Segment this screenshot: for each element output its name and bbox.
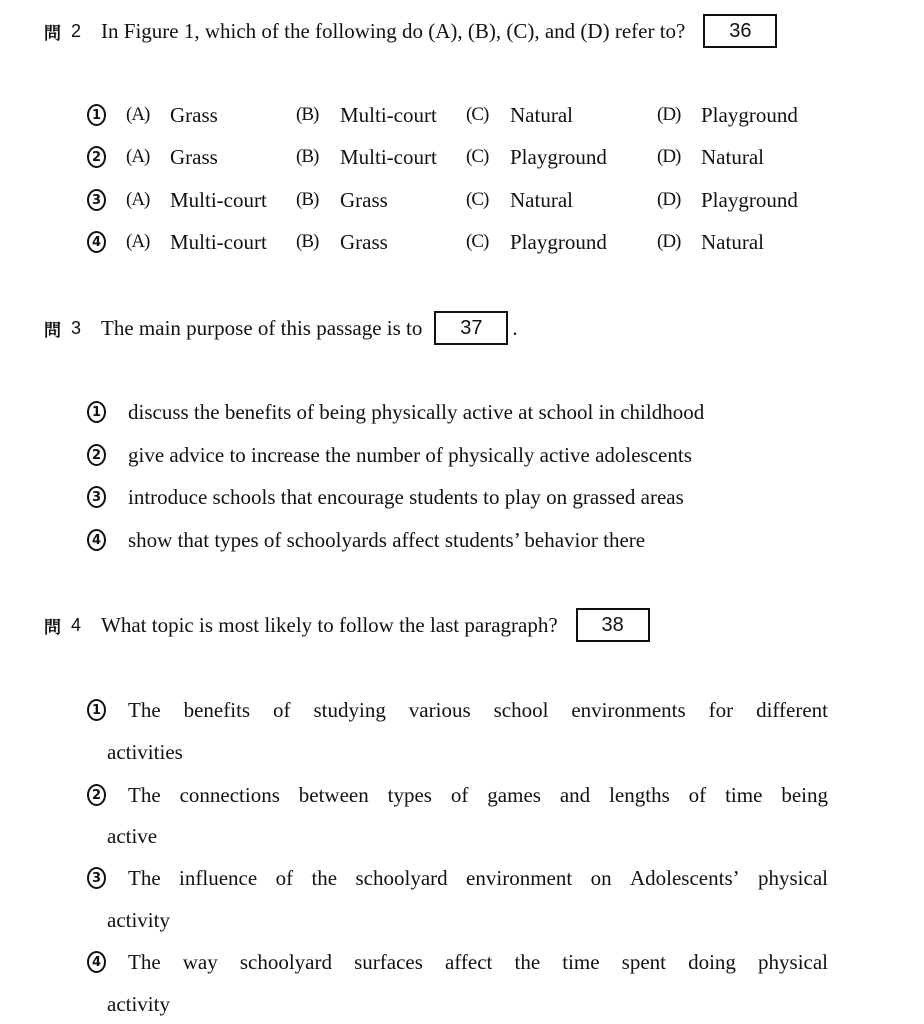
option-word: benefits <box>183 698 251 722</box>
slot-label-d: (D) <box>657 146 681 167</box>
option-word: affect <box>444 950 493 974</box>
option-numeral-2[interactable]: 2 <box>87 444 106 466</box>
option-word: being <box>781 783 828 807</box>
option-word: doing <box>688 950 736 974</box>
trailing-period: . <box>512 315 518 340</box>
option-value: Multi-court <box>340 103 437 127</box>
slot-label-c: (C) <box>466 104 489 125</box>
slot-label-b: (B) <box>296 189 319 210</box>
answer-box-38[interactable]: 38 <box>576 608 650 642</box>
option-word: time <box>725 783 763 807</box>
option-word: of <box>273 698 291 722</box>
question-text: The main purpose of this passage is to <box>101 315 423 340</box>
option-text-line2: active <box>107 824 158 848</box>
slot-label-d: (D) <box>657 104 681 125</box>
option-word: of <box>450 783 469 807</box>
option-numeral-4[interactable]: 4 <box>87 529 106 551</box>
option-value: Natural <box>701 145 764 169</box>
option-value: Multi-court <box>170 188 267 212</box>
option-word: lengths <box>609 783 670 807</box>
option-value: Playground <box>510 230 607 254</box>
option-word: of <box>275 866 294 890</box>
option-word: The <box>128 783 161 807</box>
question-text: What topic is most likely to follow the last paragraph? <box>101 612 558 637</box>
option-numeral-2[interactable]: 2 <box>87 784 106 806</box>
question-4-header <box>44 605 650 645</box>
option-word: The <box>128 950 161 974</box>
option-value: Grass <box>340 188 388 212</box>
question-number: 2 <box>71 20 82 41</box>
question-number: 4 <box>71 614 82 635</box>
option-numeral-3[interactable]: 3 <box>87 189 106 211</box>
option-word: of <box>688 783 707 807</box>
option-numeral-2[interactable]: 2 <box>87 146 106 168</box>
slot-label-b: (B) <box>296 104 319 125</box>
option-word: studying <box>313 698 386 722</box>
option-word: environments <box>571 698 686 722</box>
option-text-line1 <box>128 864 828 892</box>
option-value: Natural <box>701 230 764 254</box>
option-word: different <box>756 698 828 722</box>
option-text: introduce schools that encourage students to play on grassed areas <box>128 485 684 509</box>
option-value: Grass <box>340 230 388 254</box>
option-numeral-1[interactable]: 1 <box>87 104 106 126</box>
option-word: school <box>493 698 549 722</box>
option-word: surfaces <box>354 950 423 974</box>
slot-label-a: (A) <box>126 231 150 252</box>
option-text: show that types of schoolyards affect students’ behavior there <box>128 528 646 552</box>
slot-label-b: (B) <box>296 146 319 167</box>
question-label: 問 <box>44 617 63 638</box>
option-word: The <box>128 698 161 722</box>
option-numeral-4[interactable]: 4 <box>87 231 106 253</box>
option-word: and <box>559 783 591 807</box>
slot-label-c: (C) <box>466 231 489 252</box>
slot-label-c: (C) <box>466 189 489 210</box>
option-text-line2: activity <box>107 992 170 1016</box>
option-text-line1 <box>128 696 828 724</box>
option-value: Playground <box>701 103 798 127</box>
option-word: time <box>562 950 600 974</box>
option-word: spent <box>621 950 666 974</box>
option-text: discuss the benefits of being physically active at school in childhood <box>128 400 705 424</box>
option-word: schoolyard <box>355 866 448 890</box>
option-numeral-4[interactable]: 4 <box>87 951 106 973</box>
question-label: 問 <box>44 23 63 44</box>
option-value: Natural <box>510 103 573 127</box>
option-word: for <box>708 698 734 722</box>
slot-label-a: (A) <box>126 189 150 210</box>
option-text: give advice to increase the number of physically active adolescents <box>128 443 692 467</box>
option-word: between <box>298 783 369 807</box>
option-word: way <box>182 950 218 974</box>
answer-box-37[interactable]: 37 <box>434 311 508 345</box>
option-text-line2: activities <box>107 740 183 764</box>
option-value: Grass <box>170 103 218 127</box>
option-value: Playground <box>510 145 607 169</box>
option-word: the <box>311 866 338 890</box>
answer-box-36[interactable]: 36 <box>703 14 777 48</box>
slot-label-c: (C) <box>466 146 489 167</box>
option-numeral-3[interactable]: 3 <box>87 867 106 889</box>
question-text: In Figure 1, which of the following do (A), (B), (C), and (D) refer to? <box>101 18 686 43</box>
option-word: types <box>387 783 432 807</box>
question-number: 3 <box>71 317 82 338</box>
slot-label-a: (A) <box>126 104 150 125</box>
slot-label-d: (D) <box>657 189 681 210</box>
option-word: schoolyard <box>239 950 332 974</box>
option-word: physical <box>758 866 828 890</box>
option-text-line1 <box>128 948 828 976</box>
option-word: influence <box>179 866 258 890</box>
option-word: The <box>128 866 161 890</box>
option-word: various <box>408 698 471 722</box>
option-numeral-3[interactable]: 3 <box>87 486 106 508</box>
option-value: Multi-court <box>340 145 437 169</box>
option-word: games <box>487 783 541 807</box>
option-value: Grass <box>170 145 218 169</box>
option-word: Adolescents’ <box>629 866 740 890</box>
option-numeral-1[interactable]: 1 <box>87 401 106 423</box>
question-2-header <box>44 11 777 51</box>
option-text-line1 <box>128 781 828 809</box>
option-word: the <box>514 950 541 974</box>
slot-label-a: (A) <box>126 146 150 167</box>
slot-label-d: (D) <box>657 231 681 252</box>
option-word: environment <box>466 866 573 890</box>
slot-label-b: (B) <box>296 231 319 252</box>
option-value: Playground <box>701 188 798 212</box>
question-3-header <box>44 308 518 348</box>
option-value: Natural <box>510 188 573 212</box>
option-word: physical <box>758 950 828 974</box>
option-word: connections <box>179 783 280 807</box>
option-text-line2: activity <box>107 908 170 932</box>
option-numeral-1[interactable]: 1 <box>87 699 106 721</box>
option-value: Multi-court <box>170 230 267 254</box>
question-label: 問 <box>44 320 63 341</box>
option-word: on <box>590 866 612 890</box>
